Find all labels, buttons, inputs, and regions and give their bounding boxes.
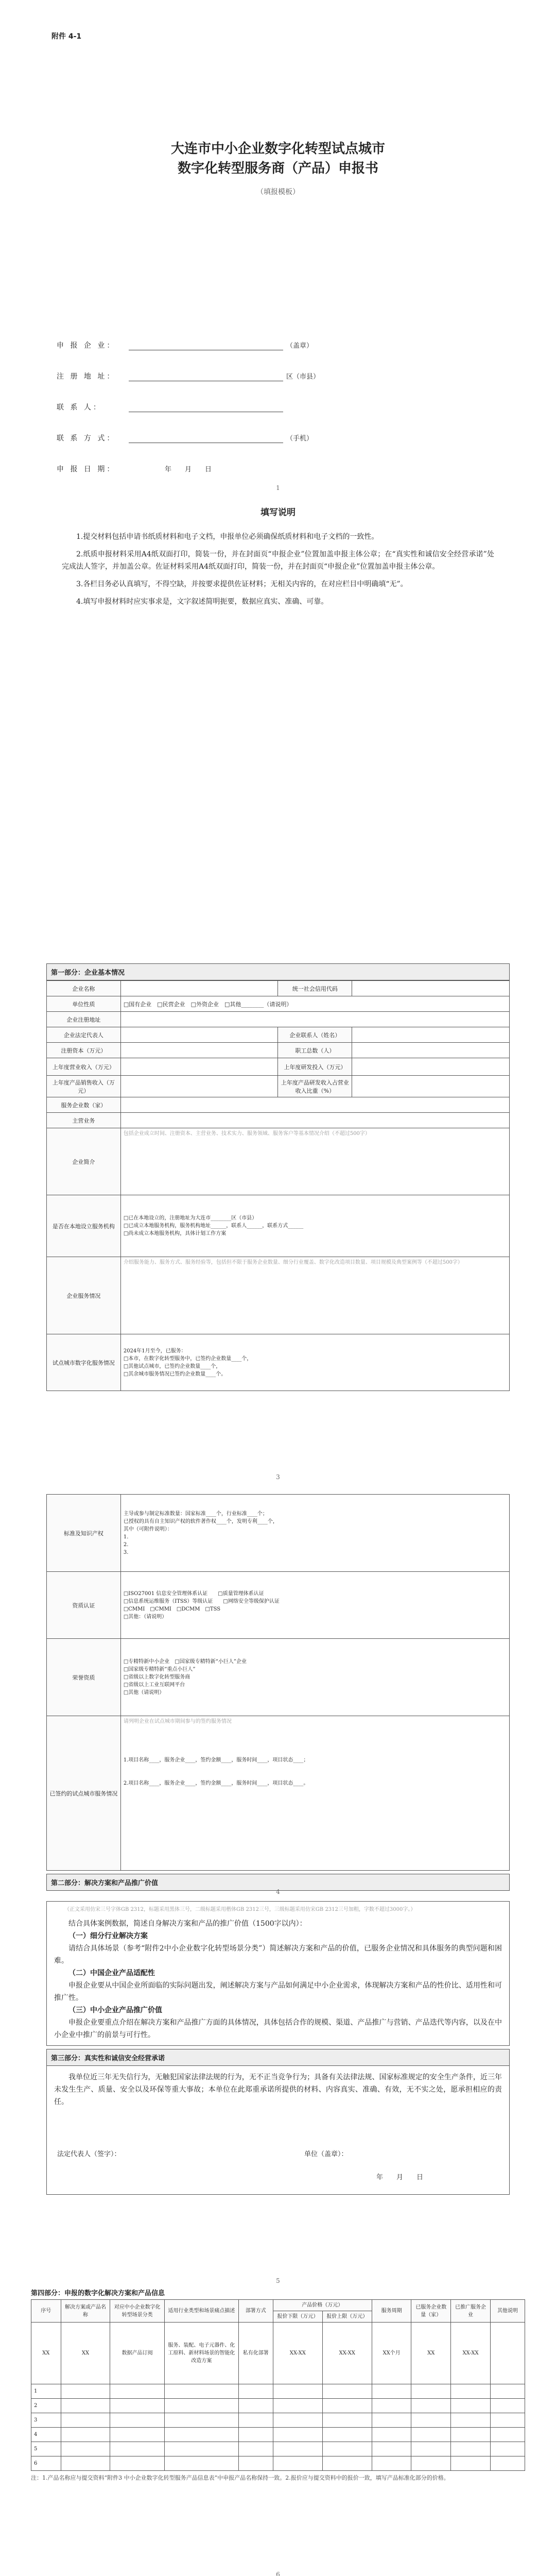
unit-nature-label: 单位性质 bbox=[47, 996, 121, 1012]
pledge-text: 我单位近三年无失信行为，无触犯国家法律法规的行为，无不正当竞争行为；具备有关法律法规、国家标准规定的安全生产条件，近三年未发生生产、质量、安全以及环保等重大事故；本单位在此郑重承诺所提供的材料、内容真实、准确、有效，无不实之处，愿承担相应的责任。 bbox=[54, 2073, 502, 2106]
cell: XX bbox=[411, 2323, 451, 2384]
part2-page bbox=[0, 1901, 556, 2303]
cert-option[interactable]: □信息系统运维服务（ITSS）等级认证 □网络安全等级保护认证 bbox=[123, 1598, 280, 1604]
honor-option[interactable]: □省级以上数字化转型服务商 bbox=[123, 1674, 190, 1680]
cover-page bbox=[0, 0, 556, 495]
instructions-heading: 填写说明 bbox=[260, 507, 296, 518]
cell bbox=[490, 2323, 525, 2384]
row-index: 4 bbox=[31, 2428, 61, 2442]
row-index: 3 bbox=[31, 2413, 61, 2428]
page-number: 4 bbox=[276, 1888, 280, 1895]
cert-cell[interactable] bbox=[120, 1572, 509, 1639]
service-count-label: 服务企业数（家） bbox=[47, 1097, 121, 1113]
ecosystem-hint: 请列明企业在试点城市期间参与的签约服务情况 bbox=[123, 1719, 232, 1724]
col-header: 序号 bbox=[31, 2300, 61, 2323]
cover-title-line1: 大连市中小企业数字化转型试点城市 bbox=[170, 141, 385, 157]
registered-address-cell[interactable] bbox=[120, 1012, 509, 1027]
pilot-cell[interactable] bbox=[120, 1334, 509, 1391]
honor-option[interactable]: □其他（请说明） bbox=[123, 1690, 165, 1696]
legal-rep-cell[interactable] bbox=[120, 1027, 278, 1043]
page-number: 6 bbox=[276, 2571, 280, 2576]
standard-line: 已授权的具有自主知识产权的软件著作权____个，发明专利____个， bbox=[123, 1518, 278, 1524]
col-subheader: 报价下限（万元） bbox=[273, 2311, 322, 2323]
page-number: 5 bbox=[276, 2277, 280, 2284]
col-header: 解决方案或产品名称 bbox=[61, 2300, 110, 2323]
standard-line: 主导或参与制定标准数量：国家标准____个，行业标准____个； bbox=[123, 1511, 268, 1517]
part2-item-heading: （一）细分行业解决方案 bbox=[68, 1932, 148, 1940]
ecosystem-line[interactable]: 2.项目名称____，服务企业____，签约金额____，服务时间____，项目状态____。 bbox=[123, 1781, 309, 1786]
honor-option[interactable]: □专精特新中小企业 □国家级专精特新“小巨人”企业 bbox=[123, 1659, 247, 1665]
phone-line[interactable] bbox=[129, 435, 283, 443]
product-revenue-cell[interactable] bbox=[120, 1076, 278, 1097]
field-applicant: 申 报 企 业： （盖章） bbox=[57, 342, 314, 350]
table-row[interactable] bbox=[31, 2442, 525, 2456]
registered-address-label: 企业注册地址 bbox=[47, 1012, 121, 1027]
local-option[interactable]: □尚未成立本地服务机构，具体计划工作方案 bbox=[123, 1231, 227, 1236]
qualification-table bbox=[46, 1494, 510, 1871]
col-header: 适用行业类型和场景痛点描述 bbox=[164, 2300, 238, 2323]
honor-option[interactable]: □国家级专精特新“重点小巨人” bbox=[123, 1667, 196, 1672]
basic-info-table bbox=[46, 980, 510, 1391]
page-number: 1 bbox=[276, 484, 280, 492]
col-header: 已推广服务企业 bbox=[451, 2300, 491, 2323]
service-count-cell[interactable] bbox=[120, 1097, 509, 1113]
ecosystem-label: 已签约的试点城市服务情况 bbox=[47, 1716, 121, 1871]
contact-person-label: 企业联系人（姓名） bbox=[278, 1027, 352, 1043]
instruction-item: 2.纸质申报材料采用A4纸双面打印，简装一份，并在封面页“申报企业”位置加盖申报主体公章；在“真实性和诚信安全经营承诺”处完成法人签字，并加盖公章。佐证材料采用A4纸双面打印，简装一份，并在封面页“申报企业”位置加盖申报主体公章。 bbox=[62, 550, 494, 571]
cell: 私有化部署 bbox=[238, 2323, 273, 2384]
table-row[interactable] bbox=[31, 2428, 525, 2442]
instructions-page bbox=[0, 495, 556, 958]
legal-signature-label[interactable]: 法定代表人（签字）： bbox=[57, 2150, 121, 2158]
field-date: 申 报 日 期： 年 月 日 bbox=[57, 465, 212, 473]
pilot-line[interactable]: □本市，在数字化转型服务中，已签约企业数量____个， bbox=[123, 1355, 252, 1362]
part4-page bbox=[0, 2287, 556, 2576]
page-number: 3 bbox=[276, 1473, 280, 1481]
revenue-label: 上年度营业收入（万元） bbox=[47, 1058, 121, 1076]
pilot-label: 试点城市数字化服务情况 bbox=[47, 1334, 121, 1391]
cell: XX bbox=[61, 2323, 110, 2384]
main-business-label: 主营业务 bbox=[47, 1113, 121, 1128]
pledge-date: 年 月 日 bbox=[376, 2174, 424, 2181]
product-ratio-cell[interactable] bbox=[352, 1076, 510, 1097]
cell: XX-XX bbox=[322, 2323, 372, 2384]
cell: XX个月 bbox=[372, 2323, 411, 2384]
standard-line: 2. bbox=[123, 1541, 129, 1548]
part1-cont-page bbox=[0, 1489, 556, 1947]
part2-item-text: 申报企业要从中国企业所面临的实际问题出发，阐述解决方案与产品如何满足中小企业需求，体现解决方案和产品的性价比、适用性和可推广性。 bbox=[54, 1981, 502, 2002]
attachment-label: 附件 4-1 bbox=[51, 32, 82, 41]
col-header: 已服务企业数量（家） bbox=[411, 2300, 451, 2323]
profile-label: 企业简介 bbox=[47, 1128, 121, 1195]
instruction-item: 3.各栏目务必认真填写，不得空缺，并按要求提供佐证材料；无相关内容的，在对应栏目中明确填“无”。 bbox=[76, 580, 408, 588]
instruction-item: 1.提交材料包括申请书纸质材料和电子文档，申报单位必须确保纸质材料和电子文档的一致性。 bbox=[76, 533, 379, 541]
company-name-label: 企业名称 bbox=[47, 981, 121, 996]
pilot-line[interactable]: □其余城市服务情况已签约企业数量____个。 bbox=[123, 1371, 227, 1377]
honor-cell[interactable] bbox=[120, 1639, 509, 1716]
cover-subtitle: （填报模板） bbox=[256, 188, 300, 196]
part4-note: 注：1.产品名称应与提交资料“附件3 中小企业数字化转型服务产品信息表”中申报产品名称保持一致。2.报价应与提交资料中的报价一致，填写产品标准化部分的价格。 bbox=[31, 2475, 449, 2481]
field-phone: 联 系 方 式： （手机） bbox=[57, 434, 314, 443]
cert-label: 资质认证 bbox=[47, 1572, 121, 1639]
part2-box bbox=[46, 1901, 510, 2195]
part1-page bbox=[0, 958, 556, 1484]
part2-heading: 第二部分：解决方案和产品推广价值 bbox=[46, 1874, 510, 1891]
row-index: 2 bbox=[31, 2399, 61, 2413]
service-status-cell[interactable]: 介绍服务能力、服务方式、服务经验等，包括但不限于服务企业数量、细分行业覆盖、数字化改造项目数量、项目规模及典型案例等（不超过500字） bbox=[120, 1257, 509, 1334]
part2-item-heading: （二）中国企业产品适配性 bbox=[68, 1969, 155, 1977]
local-option[interactable]: □已成立本地服务机构，服务机构地址______，联系人______，联系方式______ bbox=[123, 1223, 304, 1229]
part1-heading: 第一部分：企业基本情况 bbox=[46, 963, 510, 980]
service-status-label: 企业服务情况 bbox=[47, 1257, 121, 1334]
ecosystem-cell[interactable] bbox=[120, 1716, 509, 1871]
pilot-line[interactable]: □其他试点城市，已签约企业数量____个， bbox=[123, 1363, 221, 1369]
table-row bbox=[31, 2323, 525, 2384]
cert-option[interactable]: □ISO27001 信息安全管理体系认证 □质量管理体系认证 bbox=[123, 1590, 264, 1597]
cell: 数据产品订阅 bbox=[110, 2323, 164, 2384]
field-contact: 联 系 人： bbox=[57, 402, 286, 412]
part2-item-heading: （三）中小企业产品推广价值 bbox=[68, 2006, 162, 2014]
applicant-line[interactable] bbox=[129, 342, 283, 350]
local-office-cell[interactable] bbox=[120, 1195, 509, 1257]
address-line[interactable] bbox=[129, 373, 283, 381]
local-option[interactable]: □已在本地设立的，注册地址为大连市________区（市县） bbox=[123, 1215, 257, 1221]
cert-option[interactable]: □其他：（请说明） bbox=[123, 1614, 167, 1620]
rd-cell[interactable] bbox=[352, 1058, 510, 1076]
part2-item-text: 请结合具体场景（参考“附件2中小企业数字化转型场景分类”）简述解决方案和产品的价值，已服务企业情况和具体服务的典型问题和困难。 bbox=[54, 1944, 502, 1965]
field-address: 注 册 地 址： 区（市县） bbox=[57, 372, 320, 381]
rd-label: 上年度研发投入（万元） bbox=[278, 1058, 352, 1076]
table-row[interactable] bbox=[31, 2456, 525, 2471]
part4-heading: 第四部分：申报的数字化解决方案和产品信息 bbox=[31, 2290, 165, 2297]
part3-heading: 第三部分：真实性和诚信安全经营承诺 bbox=[46, 2049, 510, 2066]
cell: XX-XX bbox=[451, 2323, 491, 2384]
main-business-cell[interactable] bbox=[120, 1113, 509, 1128]
table-row[interactable] bbox=[31, 2384, 525, 2399]
col-header: 部署方式 bbox=[238, 2300, 273, 2323]
part2-format-note: （正文采用仿宋三号字体GB 2312，标题采用黑体三号，二级标题采用楷体GB 2312三号，三级标题采用仿宋GB 2312三号加粗，字数不超过3000字。） bbox=[64, 1907, 416, 1912]
part2-intro: 结合具体案例数据，简述自身解决方案和产品的推广价值（1500字以内）： bbox=[68, 1920, 307, 1928]
col-header: 对应中小企业数字化转型场景分类 bbox=[110, 2300, 164, 2323]
unit-seal-label[interactable]: 单位（盖章）： bbox=[304, 2150, 348, 2158]
honor-label: 荣誉资质 bbox=[47, 1639, 121, 1716]
honor-option[interactable]: □省级以上工业互联网平台 bbox=[123, 1682, 185, 1688]
col-subheader: 报价上限（万元） bbox=[322, 2311, 372, 2323]
unit-nature-options[interactable]: □国有企业 □民营企业 □外资企业 □其他________（请说明） bbox=[120, 996, 509, 1012]
cell: XX-XX bbox=[273, 2323, 322, 2384]
product-info-table bbox=[31, 2299, 525, 2471]
col-header: 其他说明 bbox=[490, 2300, 525, 2323]
row-index: 5 bbox=[31, 2442, 61, 2456]
product-ratio-label: 上年度产品研发收入占营业收入比重（%） bbox=[278, 1076, 352, 1097]
cell: 服务、装配、电子元器件、化工原料、新材料场景的智能化改造方案 bbox=[164, 2323, 238, 2384]
cert-option[interactable]: □CMMI □CMMI □DCMM □TSS bbox=[123, 1606, 221, 1612]
credit-code-cell[interactable] bbox=[352, 981, 510, 996]
table-row[interactable] bbox=[31, 2413, 525, 2428]
reg-capital-label: 注册资本（万元） bbox=[47, 1043, 121, 1058]
standard-cell[interactable] bbox=[120, 1495, 509, 1572]
standard-line: 1. bbox=[123, 1534, 129, 1540]
col-header: 服务周期 bbox=[372, 2300, 411, 2323]
reg-capital-cell[interactable] bbox=[120, 1043, 278, 1058]
part2-item-text: 申报企业要重点介绍在解决方案和产品推广方面的具体情况，具体包括合作的规模、渠道、产品推广与营销、产品迭代等内容，以及在中小企业中推广的前景与可行性。 bbox=[54, 2019, 502, 2039]
profile-cell[interactable]: 包括企业成立时间、注册资本、主营业务、技术实力、服务领域、服务客户等基本情况介绍（不超过500字） bbox=[120, 1128, 509, 1195]
local-office-label: 是否在本地设立服务机构 bbox=[47, 1195, 121, 1257]
table-row[interactable] bbox=[31, 2399, 525, 2413]
legal-rep-label: 企业法定代表人 bbox=[47, 1027, 121, 1043]
product-revenue-label: 上年度产品销售收入（万元） bbox=[47, 1076, 121, 1097]
contact-line[interactable] bbox=[129, 404, 283, 412]
contact-person-cell[interactable] bbox=[352, 1027, 510, 1043]
credit-code-label: 统一社会信用代码 bbox=[278, 981, 352, 996]
company-name-cell[interactable] bbox=[120, 981, 278, 996]
col-header: 产品价格（万元） bbox=[273, 2300, 372, 2311]
ecosystem-line[interactable]: 1.项目名称____，服务企业____，签约金额____，服务时间____，项目状态____； bbox=[123, 1757, 309, 1763]
instruction-item: 4.填写申报材料时应实事求是，文字叙述简明扼要，数据应真实、准确、可靠。 bbox=[76, 598, 328, 606]
employees-label: 职工总数（人） bbox=[278, 1043, 352, 1058]
cover-title-line2: 数字化转型服务商（产品）申报书 bbox=[177, 161, 378, 176]
standard-line: 3. bbox=[123, 1549, 129, 1555]
row-index: 1 bbox=[31, 2384, 61, 2399]
row-index: 6 bbox=[31, 2456, 61, 2471]
pilot-line: 2024年1月至今，已服务： bbox=[123, 1348, 186, 1354]
standard-line: 其中（可附件说明）： bbox=[123, 1526, 172, 1532]
revenue-cell[interactable] bbox=[120, 1058, 278, 1076]
cell: XX bbox=[31, 2323, 61, 2384]
employees-cell[interactable] bbox=[352, 1043, 510, 1058]
standard-label: 标准及知识产权 bbox=[47, 1495, 121, 1572]
